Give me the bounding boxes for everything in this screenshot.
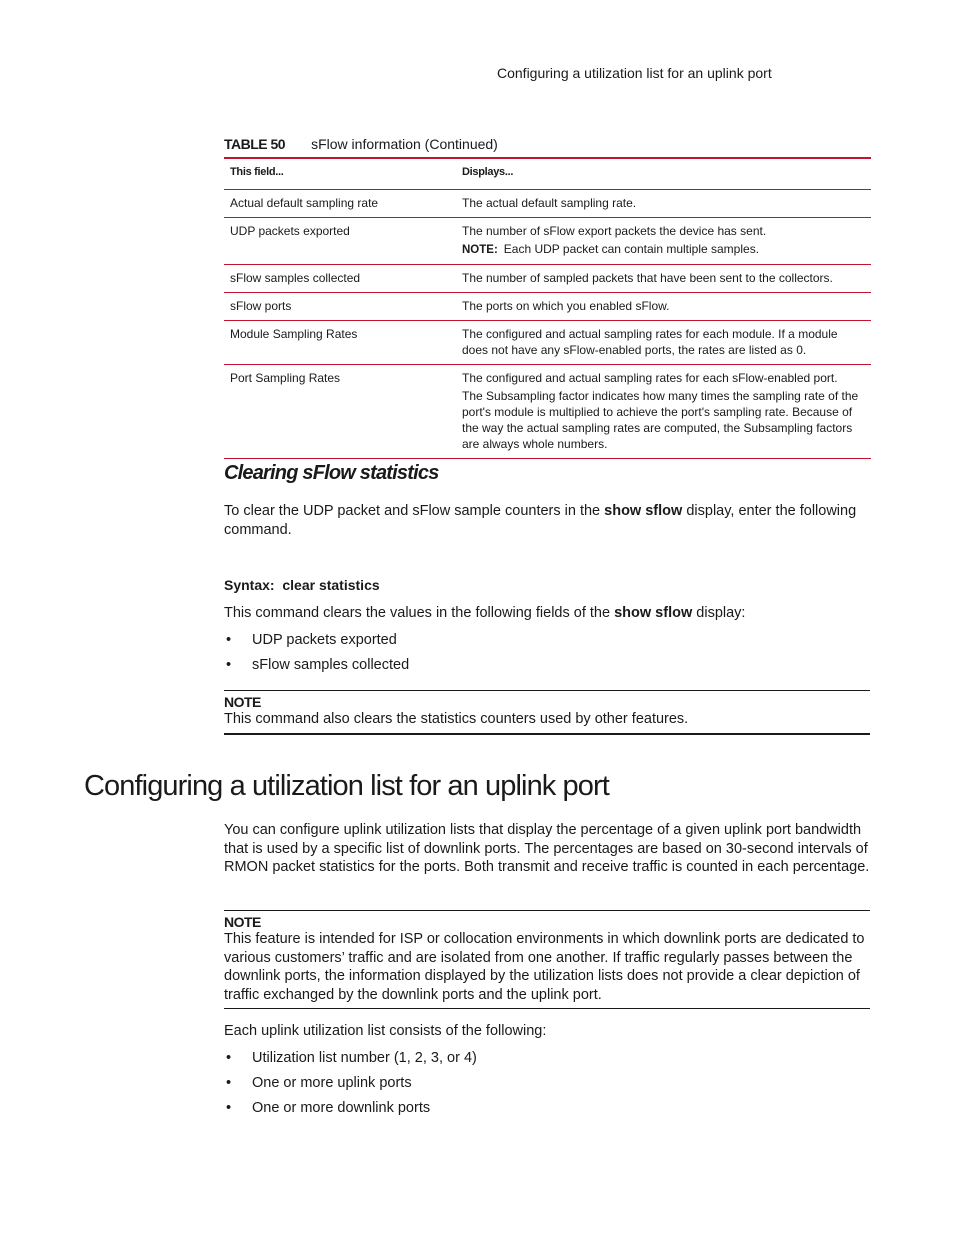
note-box	[224, 910, 870, 1009]
list-item	[226, 1100, 430, 1116]
table-row	[224, 321, 871, 365]
syntax-line	[224, 576, 380, 595]
note-text: This command also clears the statistics counters used by other features.	[224, 711, 689, 727]
list-item	[226, 657, 409, 673]
section-heading-clearing: Clearing sFlow statistics	[224, 462, 439, 484]
list-item	[226, 1075, 412, 1091]
column-header-field: This field...	[224, 158, 456, 190]
keyword: show sflow	[604, 503, 683, 519]
text-run: display:	[692, 605, 746, 621]
table-row	[224, 293, 871, 321]
cell-text: The configured and actual sampling rates for each sFlow-enabled port.	[462, 371, 838, 385]
list-item	[226, 632, 397, 648]
table-header-row	[224, 158, 871, 190]
note-label: NOTE	[224, 914, 261, 930]
table-title: sFlow information (Continued)	[311, 136, 498, 152]
table-row	[224, 190, 871, 218]
field-cell: sFlow ports	[224, 293, 456, 321]
table-label: TABLE 50	[224, 136, 286, 152]
table-caption	[224, 136, 498, 152]
list-item-text: One or more uplink ports	[252, 1075, 412, 1091]
sflow-info-table	[224, 157, 871, 459]
field-cell: UDP packets exported	[224, 218, 456, 265]
field-cell: Module Sampling Rates	[224, 321, 456, 365]
displays-cell	[456, 293, 871, 321]
uplink-intro: You can configure uplink utilization lists that display the percentage of a given uplink port bandwidth that is used by a specific list of downlink ports. The percentages are based on 30-second intervals of RMON packet statistics for the ports. Both transmit and receive traffic is counted in each percentage.	[224, 822, 870, 875]
clearing-intro	[224, 502, 870, 539]
note-box	[224, 690, 870, 735]
cell-text: The Subsampling factor indicates how many times the sampling rate of the port's module is multiplied to achieve the port's sampling rate. Because of the way the actual sampling rates are computed, the Subsampling factors are always whole numbers.	[462, 389, 859, 451]
bullet-icon: •	[226, 1075, 232, 1091]
bullet-icon: •	[226, 632, 232, 648]
text-run: display, enter the following command.	[224, 503, 857, 538]
displays-cell	[456, 265, 871, 293]
cell-text: The number of sFlow export packets the device has sent.	[462, 224, 767, 238]
table-row	[224, 365, 871, 459]
section-heading-uplink: Configuring a utilization list for an uplink port	[84, 770, 609, 802]
table-row	[224, 218, 871, 265]
running-head: Configuring a utilization list for an uplink port	[497, 65, 772, 81]
uplink-consists: Each uplink utilization list consists of the following:	[224, 1023, 547, 1039]
list-item-text: Utilization list number (1, 2, 3, or 4)	[252, 1050, 477, 1066]
cell-text: The actual default sampling rate.	[462, 196, 637, 210]
clearing-fields-intro	[224, 604, 870, 623]
cell-text: The configured and actual sampling rates for each module. If a module does not have any sFlow-enabled ports, the rates are listed as 0.	[462, 327, 838, 357]
field-cell: Port Sampling Rates	[224, 365, 456, 459]
displays-cell	[456, 218, 871, 265]
text-run: To clear the UDP packet and sFlow sample counters in the	[224, 503, 605, 519]
cell-note-text: Each UDP packet can contain multiple samples.	[503, 242, 760, 256]
column-header-displays: Displays...	[456, 158, 871, 190]
bullet-icon: •	[226, 1100, 232, 1116]
cell-text: The number of sampled packets that have been sent to the collectors.	[462, 271, 833, 285]
list-item	[226, 1050, 477, 1066]
table-row	[224, 265, 871, 293]
displays-cell	[456, 321, 871, 365]
displays-cell	[456, 190, 871, 218]
list-item-text: One or more downlink ports	[252, 1100, 431, 1116]
bullet-icon: •	[226, 657, 232, 673]
cell-text: The ports on which you enabled sFlow.	[462, 299, 670, 313]
bullet-icon: •	[226, 1050, 232, 1066]
keyword: show sflow	[614, 605, 693, 621]
note-text: This feature is intended for ISP or collocation environments in which downlink ports are dedicated to various customers’ traffic and are isolated from one another. If traffic regularly passes between the downlink ports, the information displayed by the utilization lists does not provide a clear depiction of traffic exchanged by the downlink ports and the uplink port.	[224, 931, 865, 1003]
field-cell: sFlow samples collected	[224, 265, 456, 293]
list-item-text: sFlow samples collected	[252, 657, 410, 673]
displays-cell	[456, 365, 871, 459]
syntax-command: clear statistics	[282, 577, 380, 593]
cell-note-label: NOTE:	[462, 244, 498, 256]
cell-note	[462, 241, 865, 258]
field-cell: Actual default sampling rate	[224, 190, 456, 218]
list-item-text: UDP packets exported	[252, 632, 397, 648]
text-run: This command clears the values in the following fields of the	[224, 605, 615, 621]
note-label: NOTE	[224, 694, 261, 710]
syntax-label: Syntax:	[224, 577, 275, 593]
